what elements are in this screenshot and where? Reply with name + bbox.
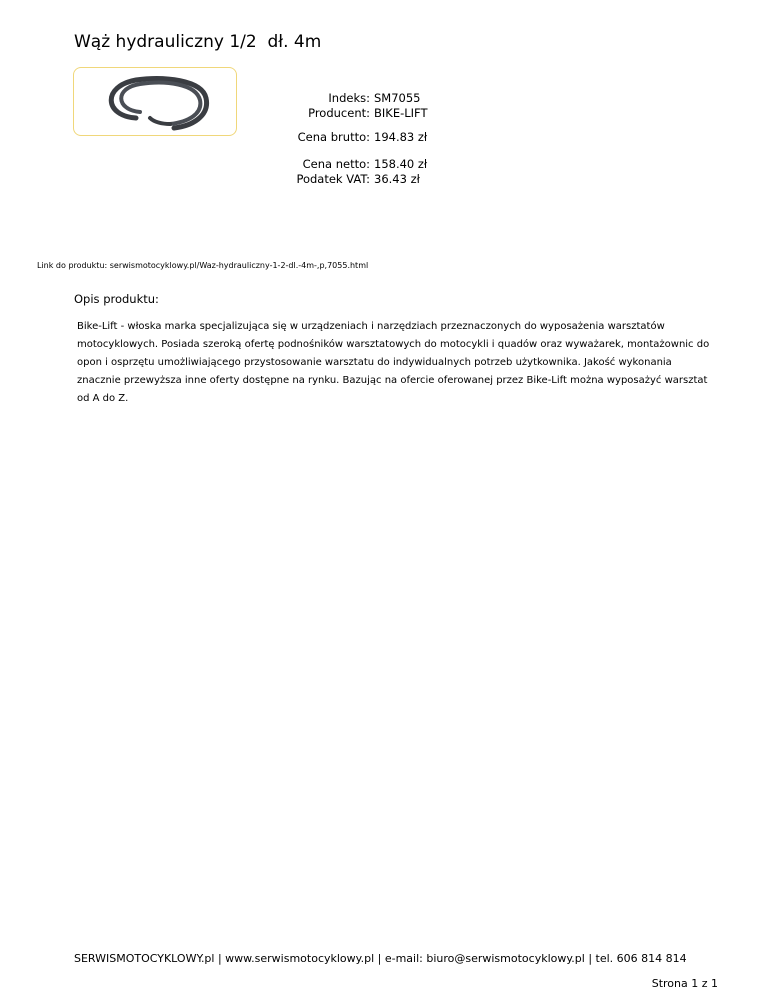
- page-footer: SERWISMOTOCYKLOWY.pl | www.serwismotocyklowy.pl | e-mail: biuro@serwismotocyklowy.pl | tel. 606 814 814: [74, 952, 687, 965]
- spec-row-net-price: [240, 157, 540, 172]
- producer-value: BIKE-LIFT: [374, 106, 428, 120]
- spec-row-producer: [240, 106, 540, 121]
- page-number: Strona 1 z 1: [651, 977, 718, 990]
- net-price-value: 158.40 zł: [374, 157, 428, 171]
- spec-group-net: [240, 157, 540, 187]
- description-heading: Opis produktu:: [74, 292, 159, 306]
- spec-row-gross-price: [240, 130, 540, 145]
- spec-group-identity: [240, 91, 540, 121]
- hydraulic-hose-icon: [74, 68, 236, 135]
- product-image: [73, 67, 237, 136]
- index-label: Indeks:: [328, 91, 370, 105]
- spec-row-vat: [240, 172, 540, 187]
- vat-label: Podatek VAT:: [296, 172, 370, 186]
- spec-row-index: [240, 91, 540, 106]
- product-title: Wąż hydrauliczny 1/2 dł. 4m: [74, 32, 322, 52]
- product-link[interactable]: Link do produktu: serwismotocyklowy.pl/Waz-hydrauliczny-1-2-dl.-4m-,p,7055.html: [37, 261, 369, 270]
- net-price-label: Cena netto:: [302, 157, 370, 171]
- gross-price-value: 194.83 zł: [374, 130, 428, 144]
- index-value: SM7055: [374, 91, 421, 105]
- spec-group-gross: [240, 130, 540, 145]
- producer-label: Producent:: [308, 106, 370, 120]
- gross-price-label: Cena brutto:: [297, 130, 370, 144]
- description-text: Bike-Lift - włoska marka specjalizująca się w urządzeniach i narzędziach przeznaczonych do wyposażenia warsztatów motocyklowych. Posiada szeroką ofertę podnośników warsztatowych do motocykli i quadów oraz wyważarek, montażownic do opon i osprzętu umożliwiającego przystosowanie warsztatu do indywidualnych potrzeb użytkownika. Jakość wykonania znacznie przewyższa inne oferty dostępne na rynku. Bazując na ofercie oferowanej przez Bike-Lift można wyposażyć warsztat od A do Z.: [77, 321, 710, 404]
- vat-value: 36.43 zł: [374, 172, 420, 186]
